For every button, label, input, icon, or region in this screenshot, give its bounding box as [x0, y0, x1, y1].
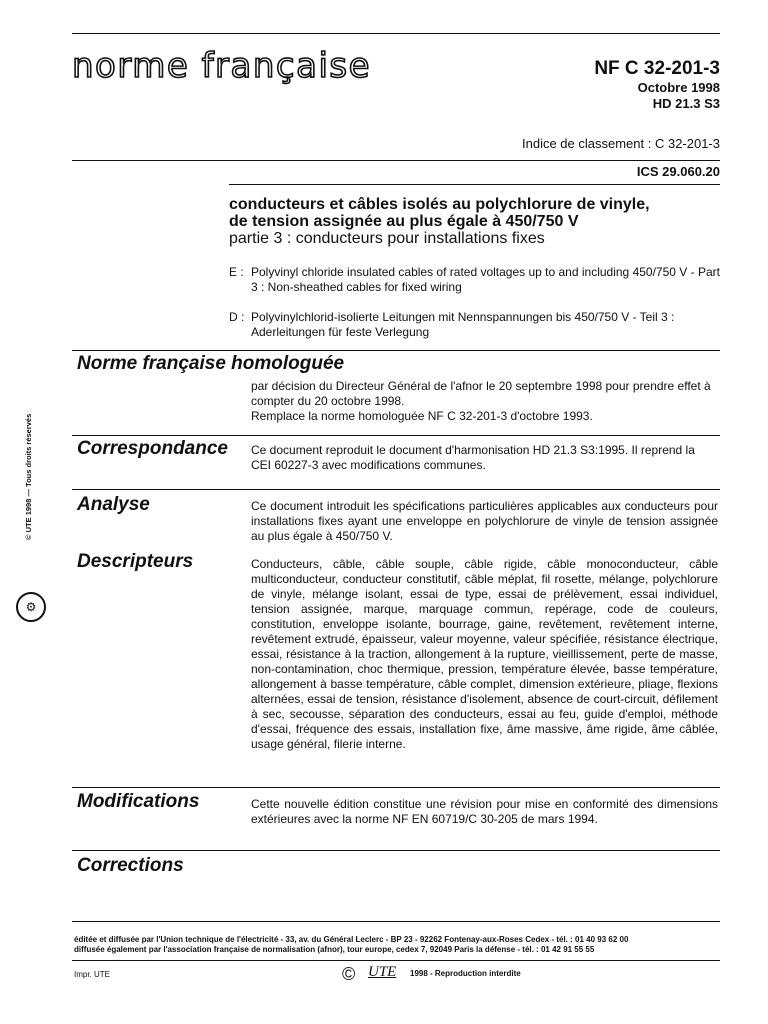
footer-rule [72, 921, 720, 922]
heading-analyse: Analyse [77, 494, 150, 515]
title-line-2: de tension assignée au plus égale à 450/750 V [229, 213, 579, 230]
ics-rule [229, 184, 720, 185]
heading-homologuee: Norme française homologuée [77, 353, 345, 374]
translation-german-label: D : [229, 310, 245, 324]
rule-corrections [72, 850, 720, 851]
translation-english: Polyvinyl chloride insulated cables of rated voltages up to and including 450/750 V - Part 3 : Non-sheathed cables for fixed wiring [251, 265, 720, 294]
heading-correspondance: Correspondance [77, 438, 228, 459]
reproduction-notice: 1998 - Reproduction interdite [410, 969, 521, 978]
brand-wordmark: norme française [72, 46, 372, 86]
translation-english-label: E : [229, 265, 244, 279]
ute-logo: UTE [368, 964, 397, 980]
side-copyright: © UTE 1998 — Tous droits réservés [24, 413, 33, 540]
footer-distributor: diffusée également par l'association française de normalisation (afnor), tour europe, cedex 7, 92049 Paris la défense - tél. : 01 42 91 55 55 [74, 945, 595, 954]
modifications-text: Cette nouvelle édition constitue une révision pour mise en conformité des dimensions extérieures avec la norme NF EN 60719/C 30-205 de mars 1994. [251, 797, 718, 826]
title-line-1: conducteurs et câbles isolés au polychlorure de vinyle, [229, 196, 650, 213]
descripteurs-text: Conducteurs, câble, câble souple, câble rigide, câble monoconducteur, câble multiconducteur, conducteur constitutif, câble méplat, fil rosette, mélange, polychlorure de vinyle, mélange isolant, essai de type, essai de prélèvement, essai individuel, tension assignée, marque, marquage commun, repérage, code de couleurs, constitution, enveloppe isolante, bourrage, gaine, revêtement, revêtement interne, revêtement extrudé, épaisseur, valeur moyenne, valeur spécifiée, résistance électrique, essai, résistance à la traction, allongement à la rupture, vieillissement, perte de masse, non-contamination, choc thermique, pression, température élevée, basse température, allongement à basse température, câble complet, dimension extérieure, pliage, flexions alternées, essai de tension, résistance d'isolement, absence de court-circuit, défilement à sec, secousse, séparation des conducteurs, essai au feu, guide d'emploi, méthode d'essai, fréquence des essais, installation fixe, âme massive, âme rigide, âme câblée, usage général, filerie interne. [251, 557, 718, 751]
rule-analyse [72, 489, 720, 490]
ics-code: ICS 29.060.20 [636, 164, 720, 179]
footer-rule-2 [72, 960, 720, 961]
correspondance-text: Ce document reproduit le document d'harmonisation HD 21.3 S3:1995. Il reprend la CEI 60227-3 avec modifications communes. [251, 443, 695, 472]
rule-correspondance [72, 435, 720, 436]
rule-modifications [72, 787, 720, 788]
heading-corrections: Corrections [77, 855, 184, 876]
title-line-3: partie 3 : conducteurs pour installations fixes [229, 230, 545, 247]
analyse-text: Ce document introduit les spécifications particulières applicables aux conducteurs pour installations fixes ayant une enveloppe en polychlorure de vinyle de tension assignée au plus égale à 450/750 V. [251, 499, 718, 543]
printer-label: Impr. UTE [74, 970, 111, 979]
document-id: NF C 32-201-3 [594, 58, 720, 79]
class-index: Indice de classement : C 32-201-3 [522, 136, 720, 151]
heading-modifications: Modifications [77, 791, 200, 812]
footer-publisher: éditée et diffusée par l'Union technique de l'électricité - 33, av. du Général Leclerc - BP 23 - 92262 Fontenay-aux-Roses Cedex - tél. : 01 40 93 62 00 [74, 935, 629, 944]
copyright-icon: © [342, 964, 356, 984]
top-rule [72, 33, 720, 34]
translation-german: Polyvinylchlorid-isolierte Leitungen mit Nennspannungen bis 450/750 V - Teil 3 : Aderleitungen für feste Verlegung [251, 310, 675, 339]
homologuee-replaces: Remplace la norme homologuée NF C 32-201-3 d'octobre 1993. [251, 409, 593, 423]
rule-homologuee [72, 350, 720, 351]
ute-seal-icon: ⚙ [16, 592, 46, 622]
hd-reference: HD 21.3 S3 [652, 96, 720, 111]
heading-descripteurs: Descripteurs [77, 551, 194, 572]
document-date: Octobre 1998 [637, 80, 720, 95]
homologuee-text: par décision du Directeur Général de l'afnor le 20 septembre 1998 pour prendre effet à compter du 20 octobre 1998. [251, 379, 711, 408]
header-rule [72, 160, 720, 161]
